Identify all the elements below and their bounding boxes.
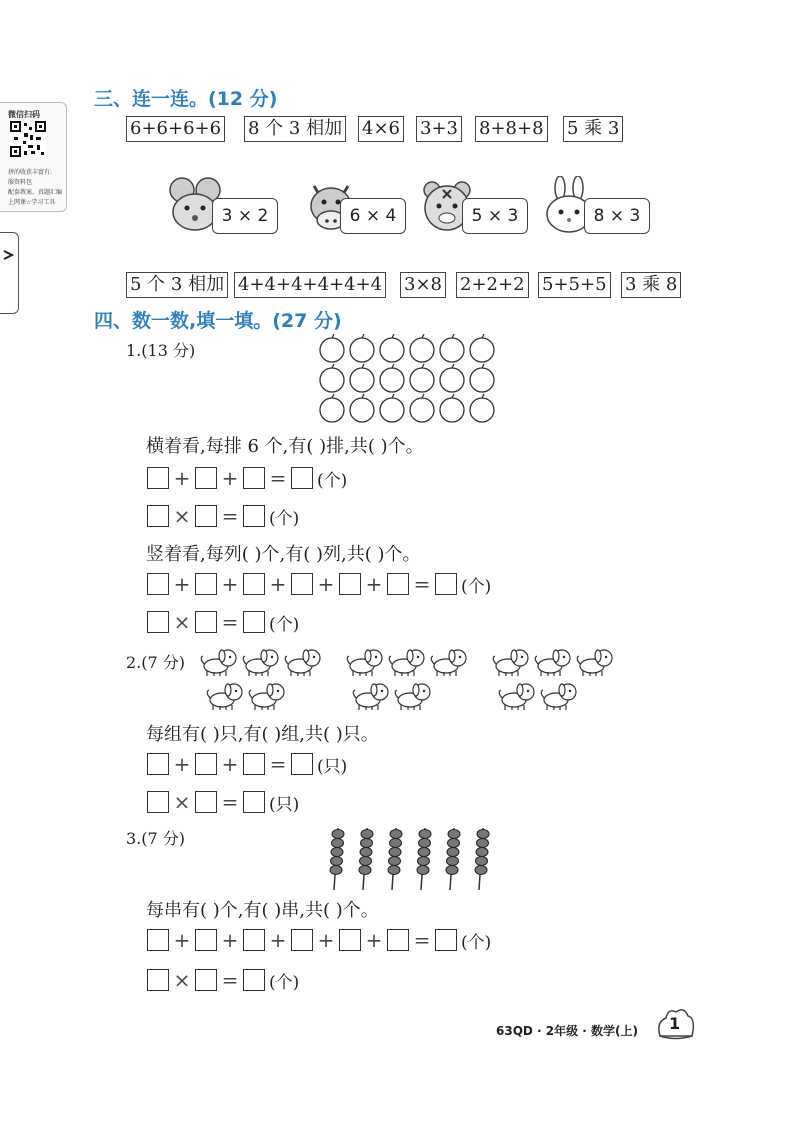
times-sign: × xyxy=(173,790,191,814)
match-top-box-3: 4×6 xyxy=(358,116,404,142)
q2-label: 2.(7 分) xyxy=(126,653,186,672)
answer-box[interactable] xyxy=(243,929,265,951)
dog-icon xyxy=(499,684,534,710)
apple-icon xyxy=(320,394,344,422)
dog-icon xyxy=(353,684,388,710)
plus-sign: + xyxy=(221,928,239,952)
answer-box[interactable] xyxy=(291,467,313,489)
dog-icon xyxy=(285,650,320,676)
match-top-box-5: 8+8+8 xyxy=(475,116,548,142)
side-arrow-icon xyxy=(0,233,18,313)
answer-box[interactable] xyxy=(195,611,217,633)
q3-line: 每串有( )个,有( )串,共( )个。 xyxy=(146,900,379,921)
unit: (个) xyxy=(317,470,348,491)
match-bottom-box-3: 3×8 xyxy=(400,272,446,298)
plus-sign: + xyxy=(173,466,191,490)
q1-line1: 横着看,每排 6 个,有( )排,共( )个。 xyxy=(146,436,424,457)
card-1: 3 × 2 xyxy=(212,198,278,234)
apple-icon xyxy=(380,334,404,362)
skewer-icon xyxy=(417,828,431,890)
apple-icon xyxy=(350,394,374,422)
answer-box[interactable] xyxy=(435,929,457,951)
apple-icon xyxy=(380,364,404,392)
answer-box[interactable] xyxy=(195,467,217,489)
apple-icon xyxy=(320,364,344,392)
match-top-box-6: 5 乘 3 xyxy=(563,116,623,142)
equals-sign: = xyxy=(221,504,239,528)
unit: (个) xyxy=(269,972,300,993)
q2-eq2 xyxy=(147,790,299,814)
q1-line2: 竖着看,每列( )个,有( )列,共( )个。 xyxy=(146,544,421,565)
match-bottom-box-6: 3 乘 8 xyxy=(621,272,681,298)
qr-code-icon xyxy=(10,121,46,157)
unit: (个) xyxy=(461,576,492,597)
equals-sign: = xyxy=(413,928,431,952)
match-bottom-box-4: 2+2+2 xyxy=(456,272,529,298)
dogs-illustration xyxy=(196,644,626,714)
skewer-icon xyxy=(388,828,402,890)
equals-sign: = xyxy=(269,752,287,776)
unit: (只) xyxy=(269,794,300,815)
apple-icon xyxy=(440,364,464,392)
dog-icon xyxy=(389,650,424,676)
match-bottom-box-2: 4+4+4+4+4+4 xyxy=(234,272,386,298)
answer-box[interactable] xyxy=(195,969,217,991)
qr-title: 微信扫码 xyxy=(8,110,40,119)
plus-sign: + xyxy=(173,928,191,952)
apple-icon xyxy=(440,334,464,362)
plus-sign: + xyxy=(269,572,287,596)
unit: (个) xyxy=(269,508,300,529)
equals-sign: = xyxy=(221,790,239,814)
match-top-box-2: 8 个 3 相加 xyxy=(244,116,346,142)
answer-box[interactable] xyxy=(243,791,265,813)
times-sign: × xyxy=(173,610,191,634)
apple-icon xyxy=(470,334,494,362)
card-4: 8 × 3 xyxy=(584,198,650,234)
answer-box[interactable] xyxy=(387,929,409,951)
match-bottom-box-1: 5 个 3 相加 xyxy=(126,272,228,298)
q3-eq1 xyxy=(147,928,491,952)
times-sign: × xyxy=(173,968,191,992)
dog-icon xyxy=(535,650,570,676)
answer-box[interactable] xyxy=(195,505,217,527)
card-2: 6 × 4 xyxy=(340,198,406,234)
apple-icon xyxy=(440,394,464,422)
qr-line-4: 上网课☆学习工具 xyxy=(8,199,56,206)
skewer-icon xyxy=(446,828,460,890)
plus-sign: + xyxy=(269,928,287,952)
apples-grid xyxy=(318,334,502,426)
skewer-icon xyxy=(330,828,344,890)
answer-box[interactable] xyxy=(147,573,169,595)
section4-title: 四、数一数,填一填。(27 分) xyxy=(94,310,342,332)
plus-sign: + xyxy=(317,928,335,952)
plus-sign: + xyxy=(365,572,383,596)
answer-box[interactable] xyxy=(435,573,457,595)
q2-line: 每组有( )只,有( )组,共( )只。 xyxy=(146,724,379,745)
q3-eq2 xyxy=(147,968,299,992)
apple-icon xyxy=(410,394,434,422)
qr-line-1: 拼的收获丰富有: xyxy=(8,169,53,176)
apple-icon xyxy=(470,394,494,422)
q1-label: 1.(13 分) xyxy=(126,341,196,360)
answer-box[interactable] xyxy=(243,505,265,527)
apple-icon xyxy=(350,364,374,392)
dog-icon xyxy=(201,650,236,676)
dog-icon xyxy=(395,684,430,710)
answer-box[interactable] xyxy=(147,791,169,813)
dog-icon xyxy=(249,684,284,710)
answer-box[interactable] xyxy=(195,753,217,775)
unit: (只) xyxy=(317,756,348,777)
plus-sign: + xyxy=(317,572,335,596)
footer-text: 63QD · 2年级 · 数学(上) xyxy=(496,1024,639,1038)
answer-box[interactable] xyxy=(387,573,409,595)
answer-box[interactable] xyxy=(243,611,265,633)
apple-icon xyxy=(380,394,404,422)
answer-box[interactable] xyxy=(147,611,169,633)
answer-box[interactable] xyxy=(291,929,313,951)
apple-icon xyxy=(410,334,434,362)
answer-box[interactable] xyxy=(339,929,361,951)
unit: (个) xyxy=(269,614,300,635)
dog-icon xyxy=(243,650,278,676)
qr-panel xyxy=(0,102,67,212)
skewer-icon xyxy=(359,828,373,890)
answer-box[interactable] xyxy=(195,791,217,813)
apple-icon xyxy=(410,364,434,392)
apple-icon xyxy=(470,364,494,392)
answer-box[interactable] xyxy=(195,929,217,951)
match-top-box-1: 6+6+6+6 xyxy=(126,116,225,142)
equals-sign: = xyxy=(221,968,239,992)
qr-line-2: 服资料包 xyxy=(8,179,33,186)
plus-sign: + xyxy=(173,572,191,596)
dog-icon xyxy=(493,650,528,676)
answer-box[interactable] xyxy=(147,753,169,775)
answer-box[interactable] xyxy=(339,573,361,595)
match-top-box-4: 3+3 xyxy=(416,116,462,142)
answer-box[interactable] xyxy=(147,929,169,951)
dog-icon xyxy=(347,650,382,676)
apple-icon xyxy=(350,334,374,362)
equals-sign: = xyxy=(413,572,431,596)
skewers-illustration xyxy=(318,826,502,892)
dog-icon xyxy=(541,684,576,710)
card-3: 5 × 3 xyxy=(462,198,528,234)
dog-icon xyxy=(431,650,466,676)
plus-sign: + xyxy=(221,752,239,776)
answer-box[interactable] xyxy=(243,969,265,991)
qr-line-3: 配套教案、真题汇编 xyxy=(8,189,63,196)
times-sign: × xyxy=(173,504,191,528)
dog-icon xyxy=(207,684,242,710)
answer-box[interactable] xyxy=(243,753,265,775)
side-tab xyxy=(0,232,19,314)
q1-eq2 xyxy=(147,504,299,528)
answer-box[interactable] xyxy=(147,467,169,489)
section3-title: 三、连一连。(12 分) xyxy=(94,88,278,110)
page-number: 1 xyxy=(669,1014,681,1033)
match-bottom-box-5: 5+5+5 xyxy=(538,272,611,298)
dog-icon xyxy=(577,650,612,676)
q2-eq1 xyxy=(147,752,347,776)
plus-sign: + xyxy=(365,928,383,952)
q1-eq3 xyxy=(147,572,491,596)
answer-box[interactable] xyxy=(291,573,313,595)
equals-sign: = xyxy=(269,466,287,490)
answer-box[interactable] xyxy=(147,969,169,991)
answer-box[interactable] xyxy=(147,505,169,527)
equals-sign: = xyxy=(221,610,239,634)
q1-eq4 xyxy=(147,610,299,634)
plus-sign: + xyxy=(221,466,239,490)
unit: (个) xyxy=(461,932,492,953)
answer-box[interactable] xyxy=(195,573,217,595)
answer-box[interactable] xyxy=(291,753,313,775)
apple-icon xyxy=(320,334,344,362)
plus-sign: + xyxy=(221,572,239,596)
answer-box[interactable] xyxy=(243,573,265,595)
q3-label: 3.(7 分) xyxy=(126,829,186,848)
answer-box[interactable] xyxy=(243,467,265,489)
q1-eq1 xyxy=(147,466,347,490)
plus-sign: + xyxy=(173,752,191,776)
skewer-icon xyxy=(475,828,489,890)
